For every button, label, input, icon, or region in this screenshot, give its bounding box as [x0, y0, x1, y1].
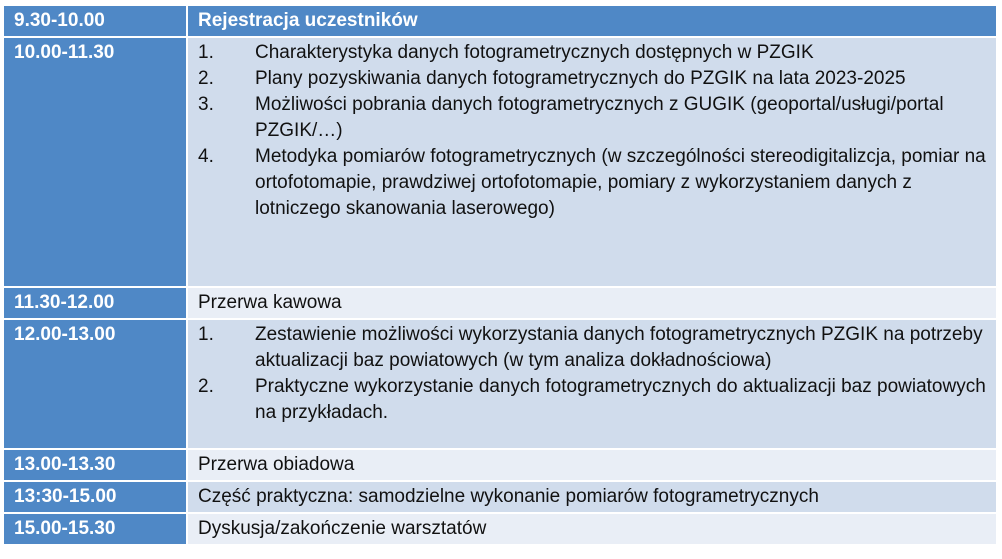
- time-cell: 12.00-13.00: [3, 319, 187, 449]
- list-item: [198, 92, 996, 144]
- item-text: Praktyczne wykorzystanie danych fotogrametrycznych do aktualizacji baz powiatowych na przykładach.: [255, 376, 986, 423]
- session-content: [187, 37, 997, 287]
- session-content: [187, 319, 997, 449]
- agenda-table: [2, 4, 998, 546]
- agenda-row: [3, 513, 997, 545]
- item-number: 2.: [198, 68, 214, 89]
- list-item: [198, 322, 996, 374]
- item-text: Zestawienie możliwości wykorzystania danych fotogrametrycznych PZGIK na potrzeby aktualizacji baz powiatowych (w tym analiza dokładnościowa): [255, 324, 983, 371]
- session-title: Rejestracja uczestników: [187, 5, 997, 37]
- agenda-row: [3, 449, 997, 481]
- session-title: Dyskusja/zakończenie warsztatów: [187, 513, 997, 545]
- item-text: Możliwości pobrania danych fotogrametrycznych z GUGIK (geoportal/usługi/portal PZGIK/…): [255, 94, 944, 141]
- agenda-row: [3, 287, 997, 319]
- agenda-row: [3, 37, 997, 287]
- session-title: Część praktyczna: samodzielne wykonanie pomiarów fotogrametrycznych: [187, 481, 997, 513]
- time-cell: 9.30-10.00: [3, 5, 187, 37]
- agenda-row: [3, 5, 997, 37]
- item-text: Plany pozyskiwania danych fotogrametrycznych do PZGIK na lata 2023-2025: [255, 68, 906, 89]
- item-number: 1.: [198, 42, 214, 63]
- agenda-row: [3, 481, 997, 513]
- session-title: Przerwa kawowa: [187, 287, 997, 319]
- item-text: Charakterystyka danych fotogrametrycznych dostępnych w PZGIK: [255, 42, 814, 63]
- item-number: 2.: [198, 376, 214, 397]
- item-number: 1.: [198, 324, 214, 345]
- item-number: 3.: [198, 94, 214, 115]
- time-cell: 11.30-12.00: [3, 287, 187, 319]
- session-title: Przerwa obiadowa: [187, 449, 997, 481]
- topic-list: [198, 322, 996, 426]
- list-item: [198, 374, 996, 426]
- time-cell: 13:30-15.00: [3, 481, 187, 513]
- list-item: [198, 66, 996, 92]
- list-item: [198, 40, 996, 66]
- topic-list: [198, 40, 996, 222]
- time-cell: 13.00-13.30: [3, 449, 187, 481]
- item-text: Metodyka pomiarów fotogrametrycznych (w szczególności stereodigitalizcja, pomiar na ortofotomapie, prawdziwej ortofotomapie, pomiary z wykorzystaniem danych z lotniczego skanowania laserowego): [255, 146, 986, 219]
- list-item: [198, 144, 996, 222]
- item-number: 4.: [198, 146, 214, 167]
- agenda-row: [3, 319, 997, 449]
- time-cell: 15.00-15.30: [3, 513, 187, 545]
- time-cell: 10.00-11.30: [3, 37, 187, 287]
